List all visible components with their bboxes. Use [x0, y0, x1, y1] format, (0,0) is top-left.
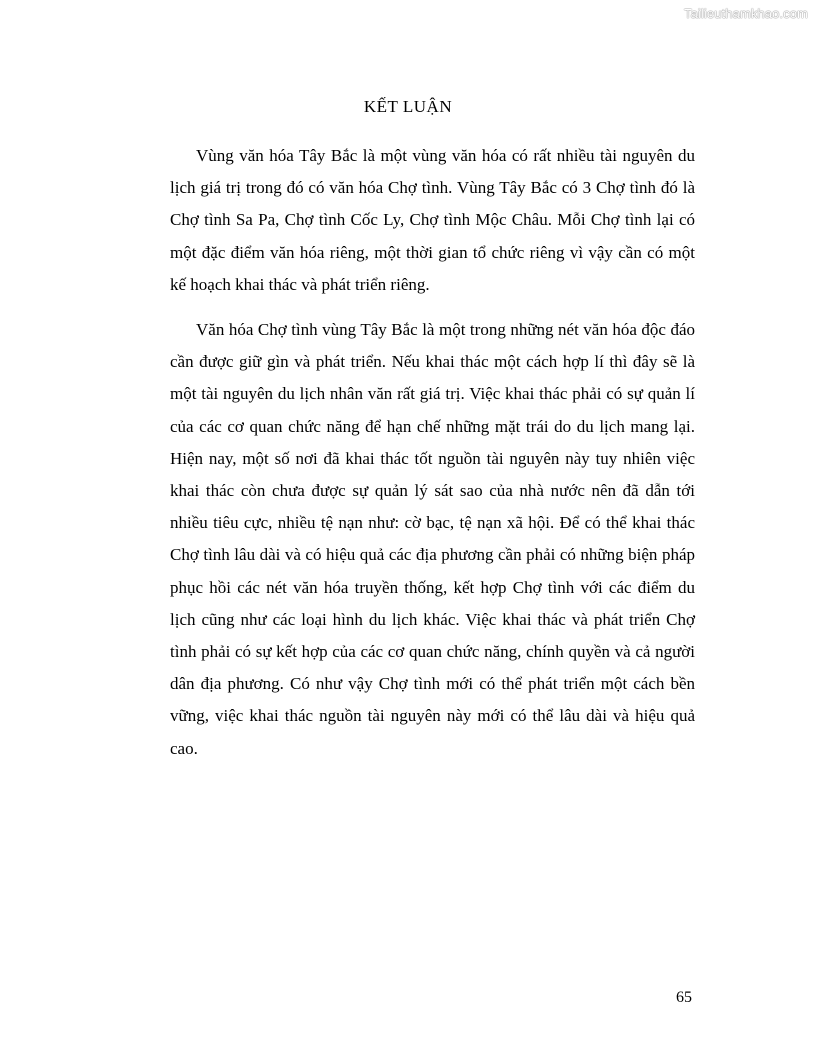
page-title: KẾT LUẬN: [363, 97, 453, 116]
paragraph-1: Vùng văn hóa Tây Bắc là một vùng văn hóa có rất nhiều tài nguyên du lịch giá trị trong đó có văn hóa Chợ tình. Vùng Tây Bắc có 3 Chợ tình đó là Chợ tình Sa Pa, Chợ tình Cốc Ly, Chợ tình Mộc Châu. Mỗi Chợ tình lại có một đặc điểm văn hóa riêng, một thời gian tổ chức riêng vì vậy cần có một kế hoạch khai thác và phát triển riêng.: [170, 146, 695, 294]
paragraph-2: Văn hóa Chợ tình vùng Tây Bắc là một trong những nét văn hóa độc đáo cần được giữ gìn và phát triển. Nếu khai thác một cách hợp lí thì đây sẽ là một tài nguyên du lịch nhân văn rất giá trị. Việc khai thác phải có sự quản lí của các cơ quan chức năng để hạn chế những mặt trái do du lịch mang lại. Hiện nay, một số nơi đã khai thác tốt nguồn tài nguyên này tuy nhiên việc khai thác còn chưa được sự quản lý sát sao của nhà nước nên đã dẫn tới nhiều tiêu cực, nhiều tệ nạn như: cờ bạc, tệ nạn xã hội. Để có thể khai thác Chợ tình lâu dài và có hiệu quả các địa phương cần phải có những biện pháp phục hồi các nét văn hóa truyền thống, kết hợp Chợ tình với các điểm du lịch cũng như các loại hình du lịch khác. Việc khai thác và phát triển Chợ tình phải có sự kết hợp của các cơ quan chức năng, chính quyền và cả người dân địa phương. Có như vậy Chợ tình mới có thể phát triển một cách bền vững, việc khai thác nguồn tài nguyên này mới có thể lâu dài và hiệu quả cao.: [170, 320, 695, 758]
page-number: 65: [676, 989, 692, 1006]
watermark-text: Tailieuthamkhao.com: [683, 6, 808, 21]
